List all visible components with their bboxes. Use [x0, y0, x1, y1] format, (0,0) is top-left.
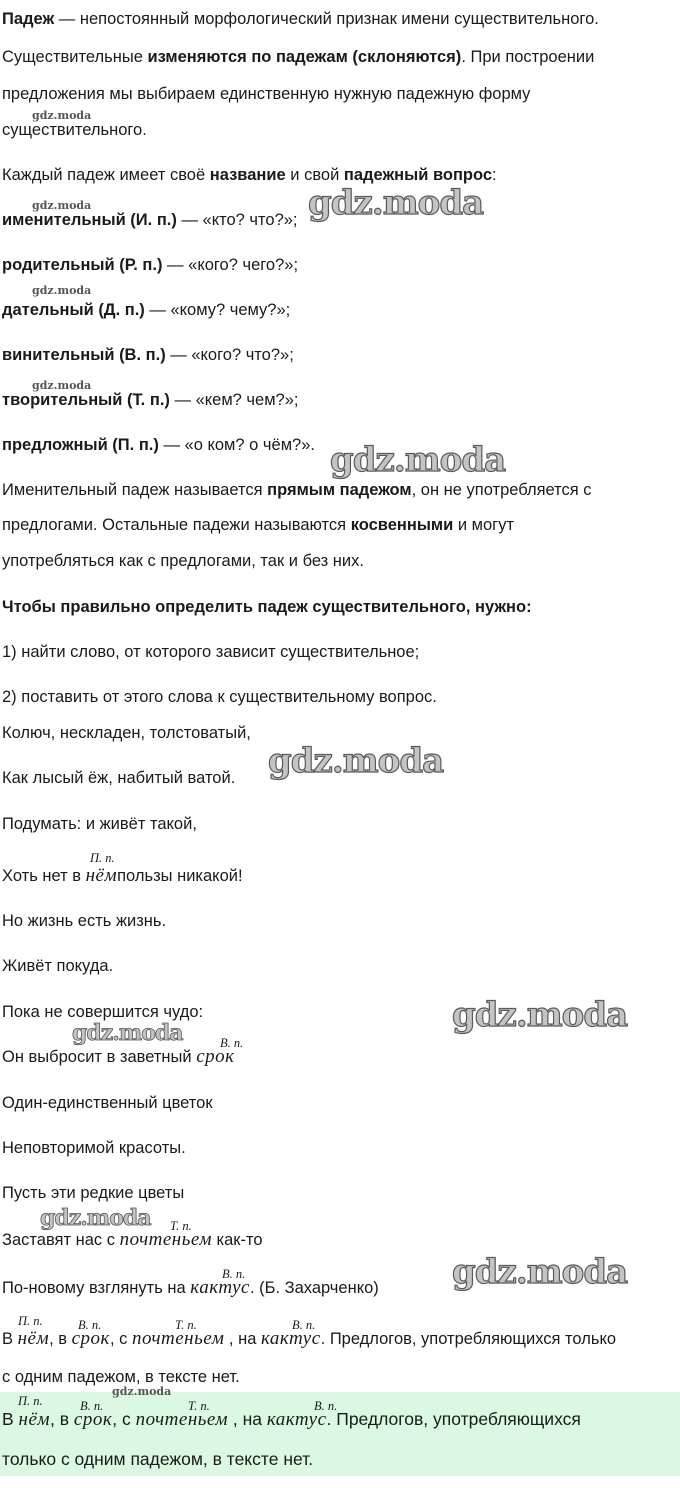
bold-text: прямым падежом [267, 481, 412, 499]
case-question: — «о ком? о чём?». [158, 436, 315, 454]
poem-line: Подумать: и живёт такой, [2, 815, 197, 833]
watermark-logo: gdz.moda [72, 1020, 183, 1046]
poem-line: Но жизнь есть жизнь. [2, 912, 167, 930]
poem-line: Один-единственный цветок [2, 1094, 213, 1112]
text-line [2, 479, 592, 501]
marked-word: нём [18, 1409, 51, 1430]
watermark-small: gdz.moda [32, 199, 92, 212]
bold-text: падежный вопрос [343, 166, 493, 184]
rule-heading [2, 596, 532, 618]
watermark-small: gdz.moda [32, 284, 92, 297]
case-question: — «кого? чего?»; [162, 256, 299, 274]
text-line: употребляться как с предлогами, так и без них. [2, 552, 364, 570]
marked-word: почтеньем [135, 1409, 228, 1430]
poem-line: Пусть эти редкие цветы [2, 1184, 185, 1202]
case-line [2, 299, 290, 321]
poem-line: Колюч, нескладен, толстоватый, [2, 724, 251, 742]
case-name: предложный (П. п.) [2, 436, 159, 454]
poem-line: Неповторимой красоты. [2, 1139, 186, 1157]
case-line [2, 209, 298, 231]
text: и могут [453, 516, 514, 534]
text: . Предлогов, употребляющихся только [320, 1330, 617, 1348]
marked-word: кактус [266, 1409, 327, 1430]
marked-word: срок [71, 1328, 110, 1349]
poem-line [2, 865, 243, 887]
case-annotation: В. п. [292, 1318, 316, 1332]
text-line: предложения мы выбираем единственную нужную падежную форму [2, 85, 531, 103]
text: В [2, 1330, 18, 1348]
watermark-logo: gdz.moda [40, 1205, 151, 1231]
watermark-logo: gdz.moda [452, 1252, 628, 1292]
text: , в [50, 1409, 74, 1429]
case-annotation: В. п. [314, 1399, 338, 1413]
text-line [2, 46, 594, 68]
case-annotation: В. п. [222, 1267, 246, 1281]
text-line [2, 514, 514, 536]
text: , в [49, 1330, 72, 1348]
case-name: дательный (Д. п.) [2, 301, 145, 319]
text: Хоть нет в [2, 867, 86, 885]
case-annotation: В. п. [220, 1036, 244, 1050]
case-name: родительный (Р. п.) [2, 256, 163, 274]
text: . Предлогов, употребляющихся [326, 1409, 581, 1429]
case-line [2, 254, 298, 276]
text: : [492, 166, 497, 184]
marked-word: нём [17, 1328, 50, 1349]
case-annotation: Т. п. [170, 1219, 192, 1233]
text: По-новому взглянуть на [2, 1279, 191, 1297]
answer-line: только с одним падежом, в тексте нет. [2, 1449, 314, 1469]
text: пользы никакой! [117, 867, 243, 885]
text: как-то [211, 1231, 263, 1249]
marked-word: срок [196, 1046, 235, 1067]
text: и свой [285, 166, 344, 184]
poem-line [2, 1229, 263, 1251]
text: , он не употребляется с [411, 481, 592, 499]
text: , на [227, 1409, 267, 1429]
bold-text: Чтобы правильно определить падеж существительного, нужно: [2, 598, 532, 616]
answer-line: с одним падежом, в тексте нет. [2, 1368, 240, 1386]
case-annotation: В. п. [80, 1399, 104, 1413]
case-line [2, 344, 294, 366]
rule-step: 1) найти слово, от которого зависит существительное; [2, 643, 420, 661]
bold-text: косвенными [350, 516, 454, 534]
watermark-logo: gdz.moda [308, 183, 484, 223]
poem-line: Как лысый ёж, набитый ватой. [2, 769, 236, 787]
text: , с [112, 1409, 136, 1429]
text: В [2, 1409, 19, 1429]
marked-word: кактус [190, 1277, 250, 1298]
watermark-small: gdz.moda [32, 109, 92, 122]
bold-text: изменяются по падежам (склоняются) [147, 48, 462, 66]
case-line [2, 389, 299, 411]
case-name: именительный (И. п.) [2, 211, 177, 229]
case-name: творительный (Т. п.) [2, 391, 170, 409]
text: , на [224, 1330, 261, 1348]
poem-line: Живёт покуда. [2, 957, 114, 975]
marked-word: кактус [260, 1328, 321, 1349]
poem-line [2, 1277, 379, 1299]
case-annotation: П. п. [18, 1314, 43, 1328]
text: Именительный падеж называется [2, 481, 268, 499]
case-line [2, 434, 315, 456]
watermark-logo: gdz.moda [268, 741, 444, 781]
watermark-logo: gdz.moda [452, 995, 628, 1035]
watermark-small: gdz.moda [32, 379, 92, 392]
text: . При построении [461, 48, 595, 66]
case-annotation: П. п. [90, 851, 115, 865]
text-line: существительного. [2, 121, 147, 139]
rule-step: 2) поставить от этого слова к существительному вопрос. [2, 688, 437, 706]
case-question: — «кем? чем?»; [169, 391, 299, 409]
watermark-small: gdz.moda [112, 1385, 172, 1398]
watermark-logo: gdz.moda [330, 440, 506, 480]
case-question: — «кого? что?»; [165, 346, 294, 364]
poem-line [2, 1046, 235, 1068]
bold-text: название [209, 166, 286, 184]
text: предлогами. Остальные падежи называются [2, 516, 351, 534]
case-question: — «кто? что?»; [176, 211, 298, 229]
case-annotation: П. п. [18, 1394, 43, 1408]
term-padezh: Падеж [2, 10, 55, 28]
case-annotation: Т. п. [175, 1318, 197, 1332]
marked-word: нём [85, 865, 118, 886]
text: Каждый падеж имеет своё [2, 166, 210, 184]
poem-line: Пока не совершится чудо: [2, 1003, 204, 1021]
text: . (Б. Захарченко) [249, 1279, 379, 1297]
marked-word: почтеньем [131, 1328, 225, 1349]
text: — непостоянный морфологический признак имени существительного. [54, 10, 599, 28]
case-question: — «кому? чему?»; [144, 301, 291, 319]
text: Существительные [2, 48, 148, 66]
marked-word: срок [73, 1409, 113, 1430]
case-annotation: В. п. [78, 1318, 102, 1332]
case-annotation: Т. п. [188, 1399, 210, 1413]
text: , с [109, 1330, 132, 1348]
marked-word: почтеньем [119, 1229, 212, 1250]
text: Заставят нас с [2, 1231, 120, 1249]
case-name: винительный (В. п.) [2, 346, 166, 364]
text: Он выбросит в заветный [2, 1048, 197, 1066]
definition-line [2, 8, 599, 30]
